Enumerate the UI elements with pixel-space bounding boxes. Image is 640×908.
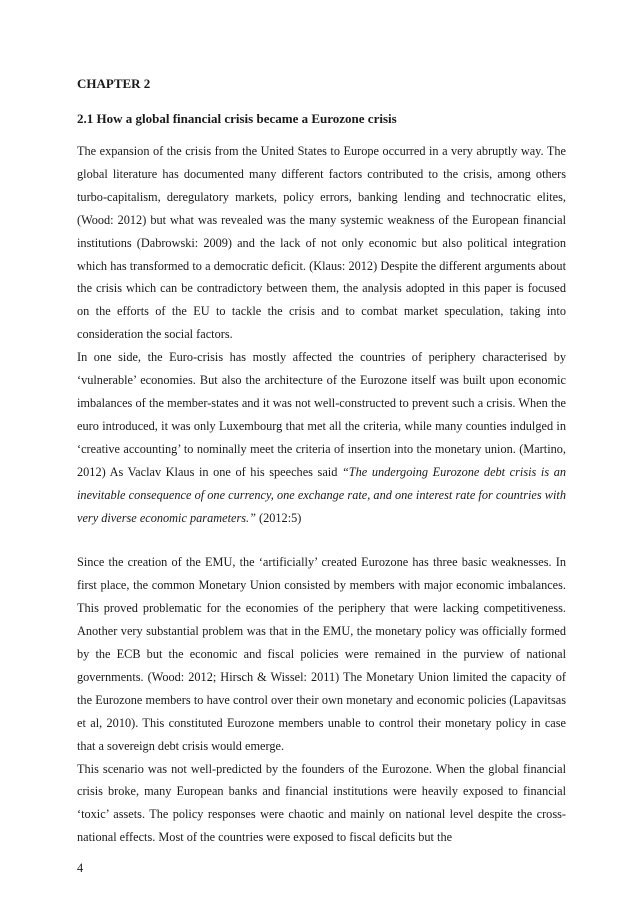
klaus-quote: “The undergoing Eurozone debt crisis is an inevitable consequence of one currency, one exchange rate, and one interest rate for countries with very diverse economic parameters.” — [77, 464, 567, 525]
page-content — [77, 76, 566, 849]
paragraph-gap — [77, 529, 566, 551]
quote-citation: (2012:5) — [255, 510, 302, 525]
paragraph-emu-weaknesses: Since the creation of the EMU, the ‘artificially’ created Eurozone has three basic weaknesses. In first place, the common Monetary Union consisted by members with major economic imbalances. This proved problematic for the economies of the periphery that were lacking competitiveness. Another very substantial problem was that in the EMU, the monetary policy was officially formed by the ECB but the economic and fiscal policies were remained in the purview of national governments. (Wood: 2012; Hirsch & Wissel: 2011) The Monetary Union limited the capacity of the Eurozone members to have control over their own monetary and economic policies (Lapavitsas et al, 2010). This constituted Eurozone members unable to control their monetary policy in case that a sovereign debt crisis would emerge. — [77, 555, 566, 753]
paragraph-crisis-expansion: The expansion of the crisis from the United States to Europe occurred in a very abruptly way. The global literature has documented many different factors contributed to the crisis, among others turbo-capitalism, deregulatory markets, policy errors, banking lending and technocratic elites, (Wood: 2012) but what was revealed was the many systemic weakness of the European financial institutions (Dabrowski: 2009) and the lack of not only economic but also political integration which has transformed to a democratic deficit. (Klaus: 2012) Despite the different arguments about the crisis which can be contradictory between them, the analysis adopted in this paper is focused on the efforts of the EU to tackle the crisis and to combat market speculation, taking into consideration the social factors. — [77, 144, 566, 342]
page-number: 4 — [77, 861, 84, 875]
paragraph-scenario: This scenario was not well-predicted by the founders of the Eurozone. When the global financial crisis broke, many European banks and financial institutions were heavily exposed to financial ‘toxic’ assets. The policy responses were chaotic and mainly on national level despite the cross-national effects. Most of the countries were exposed to fiscal deficits but the — [77, 761, 566, 845]
paragraph-euro-crisis-periphery — [77, 346, 566, 529]
section-heading: 2.1 How a global financial crisis became a Eurozone crisis — [77, 111, 397, 126]
chapter-heading: CHAPTER 2 — [77, 76, 151, 91]
paragraph-text: In one side, the Euro-crisis has mostly affected the countries of periphery characterised by ‘vulnerable’ economies. But also the architecture of the Eurozone itself was built upon economic imbalances of the member-states and it was not well-constructed to prevent such a crisis. When the euro introduced, it was only Luxembourg that met all the criteria, while many counties indulged in ‘creative accounting’ to nominally meet the criteria of insertion into the monetary union. (Martino, 2012) As Vaclav Klaus in one of his speeches said — [77, 350, 566, 479]
